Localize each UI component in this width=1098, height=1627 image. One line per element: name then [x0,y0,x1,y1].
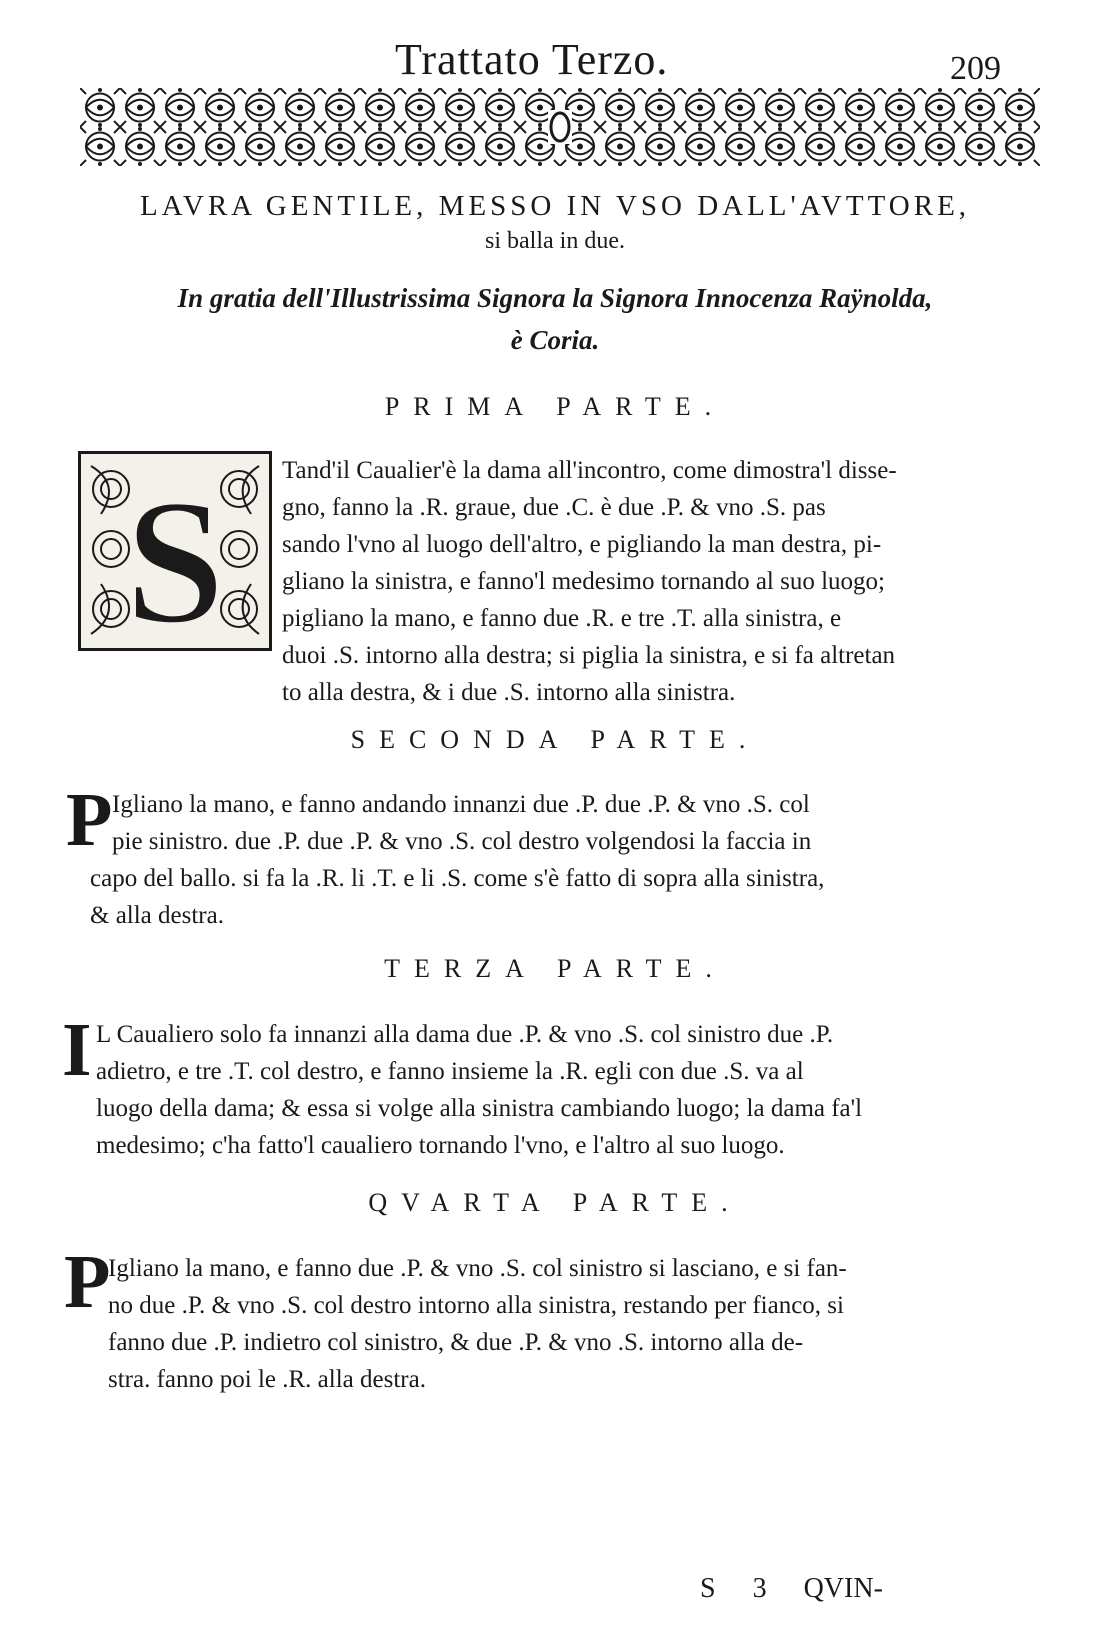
page-footer [700,1573,1000,1605]
text-line: fanno due .P. indietro col sinistro, & due .P. & vno .S. intorno alla de- [108,1329,804,1356]
section-title-seconda: SECONDA PARTE. [350,725,760,754]
catchword: QVIN- [803,1573,883,1604]
text-line: Igliano la mano, e fanno andando innanzi due .P. due .P. & vno .S. col [112,791,810,818]
text-line: luogo della dama; & essa si volge alla sinistra cambiando luogo; la dama fa'l [96,1095,863,1122]
dedication-line-1: In gratia dell'Illustrissima Signora la Signora Innocenza Raÿnolda, [177,283,933,313]
section-title-prima: PRIMA PARTE. [384,392,726,421]
signature-mark: S [700,1573,716,1604]
dedication-line-2: è Coria. [510,325,600,355]
text-line: pie sinistro. due .P. due .P. & vno .S. col destro volgendosi la faccia in [112,828,812,855]
text-line: L Caualiero solo fa innanzi alla dama due .P. & vno .S. col sinistro due .P. [96,1021,834,1048]
text-line: gno, fanno la .R. graue, due .C. è due .P. & vno .S. pas [282,494,826,521]
text-line: duoi .S. intorno alla destra; si piglia la sinistra, e si fa altretan [282,642,896,669]
ornamental-headpiece [80,88,1040,166]
running-head [0,28,1098,88]
text-line: medesimo; c'ha fatto'l caualiero tornando l'vno, e l'altro al suo luogo. [96,1132,785,1159]
text-line: no due .P. & vno .S. col destro intorno alla sinistra, restando per fianco, si [108,1292,844,1319]
initial-letter: I [62,1008,92,1092]
signature-number: 3 [752,1573,767,1604]
initial-letter: P [64,1240,111,1324]
text-line: adietro, e tre .T. col destro, e fanno insieme la .R. egli con due .S. va al [96,1058,804,1085]
initial-letter: S [124,462,226,648]
text-line: gliano la sinistra, e fanno'l medesimo tornando al suo luogo; [282,568,886,595]
text-line: to alla destra, & i due .S. intorno alla sinistra. [282,679,736,706]
text-line: sando l'vno al luogo dell'altro, e pigliando la man destra, pi- [282,531,882,558]
text-line: Tand'il Caualier'è la dama all'incontro, come dimostra'l disse- [282,457,897,484]
text-line: & alla destra. [90,902,224,929]
text-line: Igliano la mano, e fanno due .P. & vno .S. col sinistro si lasciano, e si fan- [108,1255,847,1282]
paragraph-terza [96,1016,1012,1164]
paragraph-quarta [108,1250,1012,1398]
paragraph-prima [282,452,1012,711]
page-number: 209 [950,50,1001,87]
dance-subtitle: si balla in due. [485,228,625,254]
section-title-terza: TERZA PARTE. [384,954,726,983]
text-line: capo del ballo. si fa la .R. li .T. e li .S. come s'è fatto di sopra alla sinistra, [90,865,825,892]
text-line: stra. fanno poi le .R. alla destra. [108,1366,426,1393]
decorated-initial [78,451,272,651]
text-line: pigliano la mano, e fanno due .R. e tre .T. alla sinistra, e [282,605,842,632]
initial-letter: P [66,778,113,862]
running-title: Trattato Terzo. [395,35,669,84]
paragraph-seconda-cont [90,860,1012,934]
section-title-quarta: QVARTA PARTE. [368,1188,742,1217]
dance-title: LAVRA GENTILE, MESSO IN VSO DALL'AVTTORE, [139,190,971,222]
paragraph-seconda [112,786,1012,860]
